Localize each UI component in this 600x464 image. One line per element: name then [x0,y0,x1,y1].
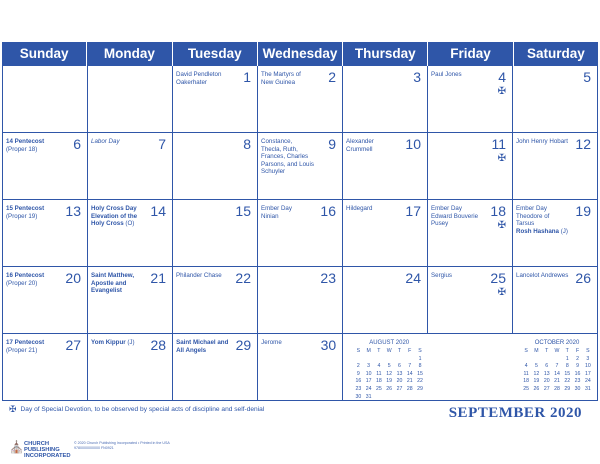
day-cell [342,133,427,199]
observance-text: 17 Pentecost [6,339,45,346]
weekday-wednesday: Wednesday [257,42,342,66]
day-observances [91,138,144,146]
mini-weekday: W [386,348,392,354]
day-number: 25 [490,270,506,286]
observance-text: 14 Pentecost [6,138,45,145]
mini-calendars-wrap [353,340,593,400]
mini-day: 2 [356,363,360,370]
mini-day: 25 [376,385,382,392]
legend-text: Day of Special Devotion, to be observed by special acts of discipline and self-denial [20,406,265,413]
day-number: 24 [405,270,421,286]
day-cell [427,66,512,132]
day-cell [512,200,597,266]
day-cell [427,133,512,199]
mini-weekday: F [408,348,412,354]
observance-text: David Pendleton Oakerhater [176,71,222,86]
day-number: 9 [328,136,336,152]
mini-weekday: F [575,348,580,354]
observance-text: Yom Kippur [91,339,126,346]
mini-calendar [521,340,593,400]
observance-text: (Proper 21) [6,346,38,354]
mini-weekday: S [356,348,361,354]
mini-day: 21 [554,378,560,385]
mini-day [374,394,384,400]
observance-text: Sergius [431,272,452,279]
mini-day: 26 [533,385,540,392]
mini-day: 29 [417,385,423,392]
mini-day: 7 [408,363,412,370]
mini-day: 4 [524,363,528,370]
weekday-thursday: Thursday [342,42,427,66]
mini-weekday: T [377,348,381,354]
mini-day [531,356,541,364]
mini-day: 17 [584,370,591,377]
mini-day: 16 [574,370,581,377]
mini-day: 15 [564,370,571,377]
day-cell [3,334,87,400]
mini-weekday: T [565,348,569,354]
mini-day: 2 [576,355,579,362]
week-row [3,266,597,333]
day-cell [172,334,257,400]
day-cell [3,133,87,199]
mini-day: 27 [543,385,550,392]
mini-day [521,356,531,364]
day-number: 19 [575,203,591,219]
day-observances [346,138,399,153]
day-observances [91,205,144,228]
mini-day: 30 [574,385,581,392]
mini-day: 19 [386,378,393,385]
observance-text: Philander Chase [176,272,222,279]
mini-day [384,356,394,364]
day-number: 5 [583,69,591,85]
day-cell [172,66,257,132]
day-cell [427,200,512,266]
day-cell [257,66,342,132]
mini-day: 9 [356,370,360,377]
mini-day: 3 [367,363,371,370]
day-cell [342,200,427,266]
observance-text: Ember Day [431,205,462,212]
day-cell [87,200,172,266]
mini-day: 5 [387,363,391,370]
day-number: 20 [65,270,81,286]
day-cell [172,267,257,333]
day-number: 28 [150,337,167,353]
day-cell [342,66,427,132]
observance-text: Paul Jones [431,71,462,78]
day-cell [257,267,342,333]
day-number: 4 [498,69,506,85]
cross-pattee-icon: ✠ [497,220,506,231]
mini-day: 10 [365,370,372,377]
mini-day: 31 [584,385,591,392]
day-number: 27 [65,337,82,353]
weekday-saturday: Saturday [513,42,598,66]
day-number: 15 [235,203,251,219]
mini-day [415,394,425,400]
publisher-name: CHURCH PUBLISHING INCORPORATED [24,441,71,459]
day-cell [257,200,342,266]
mini-day [384,394,394,400]
month-title: SEPTEMBER 2020 [448,405,582,421]
day-observances [431,71,484,79]
day-cell [172,133,257,199]
mini-day: 15 [417,370,423,377]
mini-day: 12 [386,370,393,377]
mini-day: 24 [584,378,591,385]
mini-weekday: S [418,348,422,354]
observance-text: (J) [125,339,135,346]
day-observances [261,205,314,220]
mini-day: 14 [554,370,560,377]
day-number: 13 [65,203,81,219]
week-row [3,132,597,199]
mini-day: 13 [396,370,403,377]
day-number: 1 [243,69,251,85]
observance-text: Edward Bouverie Pusey [431,212,479,228]
day-number: 7 [158,136,166,152]
day-cell [87,133,172,199]
day-cell [512,267,597,333]
day-observances [261,339,314,347]
day-observances [431,272,484,280]
day-number: 16 [320,203,336,219]
mini-calendar-title: OCTOBER 2020 [534,340,580,346]
mini-day: 18 [523,378,530,385]
week-row [3,66,597,132]
weekday-friday: Friday [427,42,512,66]
mini-weekday: T [397,348,402,354]
observance-text: Holy Cross Day Elevation of the Holy Cross [91,205,138,228]
day-cell [512,133,597,199]
day-number: 26 [575,270,591,286]
mini-weekday: T [545,348,549,354]
day-observances [516,205,569,235]
day-cell [427,267,512,333]
day-cell [512,66,597,132]
observance-text: Ember Day [261,205,292,212]
weekday-monday: Monday [86,42,171,66]
mini-weekday: S [586,348,590,354]
mini-day: 5 [534,363,538,370]
mini-day: 28 [406,385,413,392]
observance-text: Ember Day [516,205,547,212]
mini-day: 1 [418,355,422,362]
mini-day: 17 [365,378,372,385]
mini-day: 6 [398,363,401,370]
observance-text: (O) [123,220,135,228]
mini-day [405,394,415,400]
day-cell [172,200,257,266]
day-observances [91,272,144,295]
mini-day: 19 [533,378,540,385]
cross-pattee-icon: ✠ [9,404,17,414]
mini-day [363,356,373,364]
mini-day: 23 [574,378,581,385]
observance-text: Hildegard [346,205,373,212]
mini-day: 6 [545,363,549,370]
day-number: 6 [73,136,81,152]
copyright-text: © 2020 Church Publishing Incorporated • Printed in the USA 9780000000000 FN0921 [74,441,170,450]
mini-weekday: M [534,348,539,354]
mini-weekday: W [554,348,560,354]
day-observances [6,205,59,220]
day-cell [342,267,427,333]
calendar [2,42,598,401]
day-number: 3 [413,69,421,85]
mini-day: 27 [396,385,403,392]
day-number: 11 [491,136,506,152]
mini-day: 28 [554,385,560,392]
mini-day: 23 [355,385,362,392]
observance-text: (Proper 18) [6,145,38,153]
day-number: 29 [235,337,252,353]
mini-day: 22 [417,378,423,385]
day-observances [6,339,59,354]
mini-day: 8 [418,363,422,370]
mini-day [353,356,363,364]
mini-day [374,356,384,364]
observance-text: Theodore of Tarsus [516,212,550,228]
day-observances [516,272,569,280]
legend [9,404,264,415]
day-number: 30 [320,337,337,353]
mini-day: 8 [565,363,569,370]
mini-day [405,356,415,364]
observance-text: (Proper 19) [6,212,38,220]
day-number: 18 [490,203,506,219]
day-number: 23 [320,270,336,286]
day-cell [87,267,172,333]
mini-day [542,356,552,364]
weekday-header [2,42,598,66]
observance-text: Alexander Crummell [346,138,374,153]
observance-text: 15 Pentecost [6,205,45,212]
day-number: 8 [243,136,251,152]
day-cell [257,133,342,199]
mini-day: 21 [406,378,413,385]
mini-day [552,356,562,364]
cross-pattee-icon: ✠ [497,86,506,97]
mini-day: 10 [584,363,591,370]
mini-day: 7 [555,363,559,370]
observance-text: Jerome [261,339,282,346]
mini-day: 20 [543,378,550,385]
observance-text: The Martyrs of New Guinea [261,71,301,86]
day-number: 2 [328,69,336,85]
mini-day: 11 [523,370,529,377]
day-cell [87,66,172,132]
day-cell [3,66,87,132]
weekday-sunday: Sunday [19,46,69,61]
day-number: 21 [150,270,166,286]
mini-day: 14 [406,370,413,377]
cross-pattee-icon: ✠ [497,287,506,298]
mini-day: 25 [523,385,530,392]
mini-day: 4 [377,363,381,370]
mini-day: 22 [564,378,571,385]
observance-text: Labor Day [91,138,120,145]
observance-text: Saint Matthew, Apostle and Evangelist [91,272,135,295]
day-observances [346,205,399,213]
publisher-brand [9,441,224,459]
observance-text: (Proper 20) [6,279,38,287]
day-observances [91,339,144,347]
day-cell [3,267,87,333]
mini-day: 18 [376,378,382,385]
mini-weekday: S [524,348,528,354]
observance-text: Lancelot Andrewes [516,272,569,279]
mini-calendar [353,340,425,400]
mini-day: 12 [533,370,540,377]
day-observances [6,272,59,287]
observance-text: John Henry Hobart [516,138,568,145]
day-number: 17 [405,203,421,219]
mini-day: 1 [565,355,569,362]
mini-day: 3 [586,355,590,362]
day-observances [261,71,314,86]
mini-day: 31 [365,393,372,400]
day-number: 10 [405,136,421,152]
day-number: 14 [150,203,166,219]
day-observances [176,71,229,86]
cross-pattee-icon: ✠ [497,153,506,164]
mini-day: 16 [355,378,362,385]
mini-day: 24 [365,385,372,392]
day-observances [431,205,484,228]
day-observances [261,138,314,176]
day-cell [87,334,172,400]
week-row [3,199,597,266]
mini-calendar-title: AUGUST 2020 [369,340,410,346]
mini-calendars [342,334,597,400]
observance-text: Constance, Thecla, Ruth, Frances, Charles Parsons, and Louis Schuyler [261,138,314,176]
mini-day: 13 [543,370,550,377]
week-row [3,333,597,400]
observance-text: Saint Michael and All Angels [176,339,229,354]
mini-day: 26 [386,385,393,392]
mini-day [394,356,404,364]
day-observances [176,272,229,280]
day-observances [176,339,229,354]
day-observances [516,138,569,146]
day-number: 12 [575,136,591,152]
observance-text: 16 Pentecost [6,272,45,279]
mini-weekday: M [366,348,371,354]
observance-text: Rosh Hashana [516,227,559,235]
day-observances [6,138,59,153]
day-cell [3,200,87,266]
mini-day: 11 [376,370,382,377]
mini-day: 9 [576,363,579,370]
weekday-tuesday: Tuesday [172,42,257,66]
mini-day: 29 [564,385,571,392]
observance-text: Ninian [261,212,279,220]
observance-text: (J) [558,227,568,235]
mini-day [394,394,404,400]
church-logo-icon: ⛪ [9,440,24,454]
calendar-grid [2,66,598,401]
day-number: 22 [235,270,251,286]
mini-day: 30 [355,393,362,400]
mini-day: 20 [396,378,403,385]
day-cell [257,334,342,400]
